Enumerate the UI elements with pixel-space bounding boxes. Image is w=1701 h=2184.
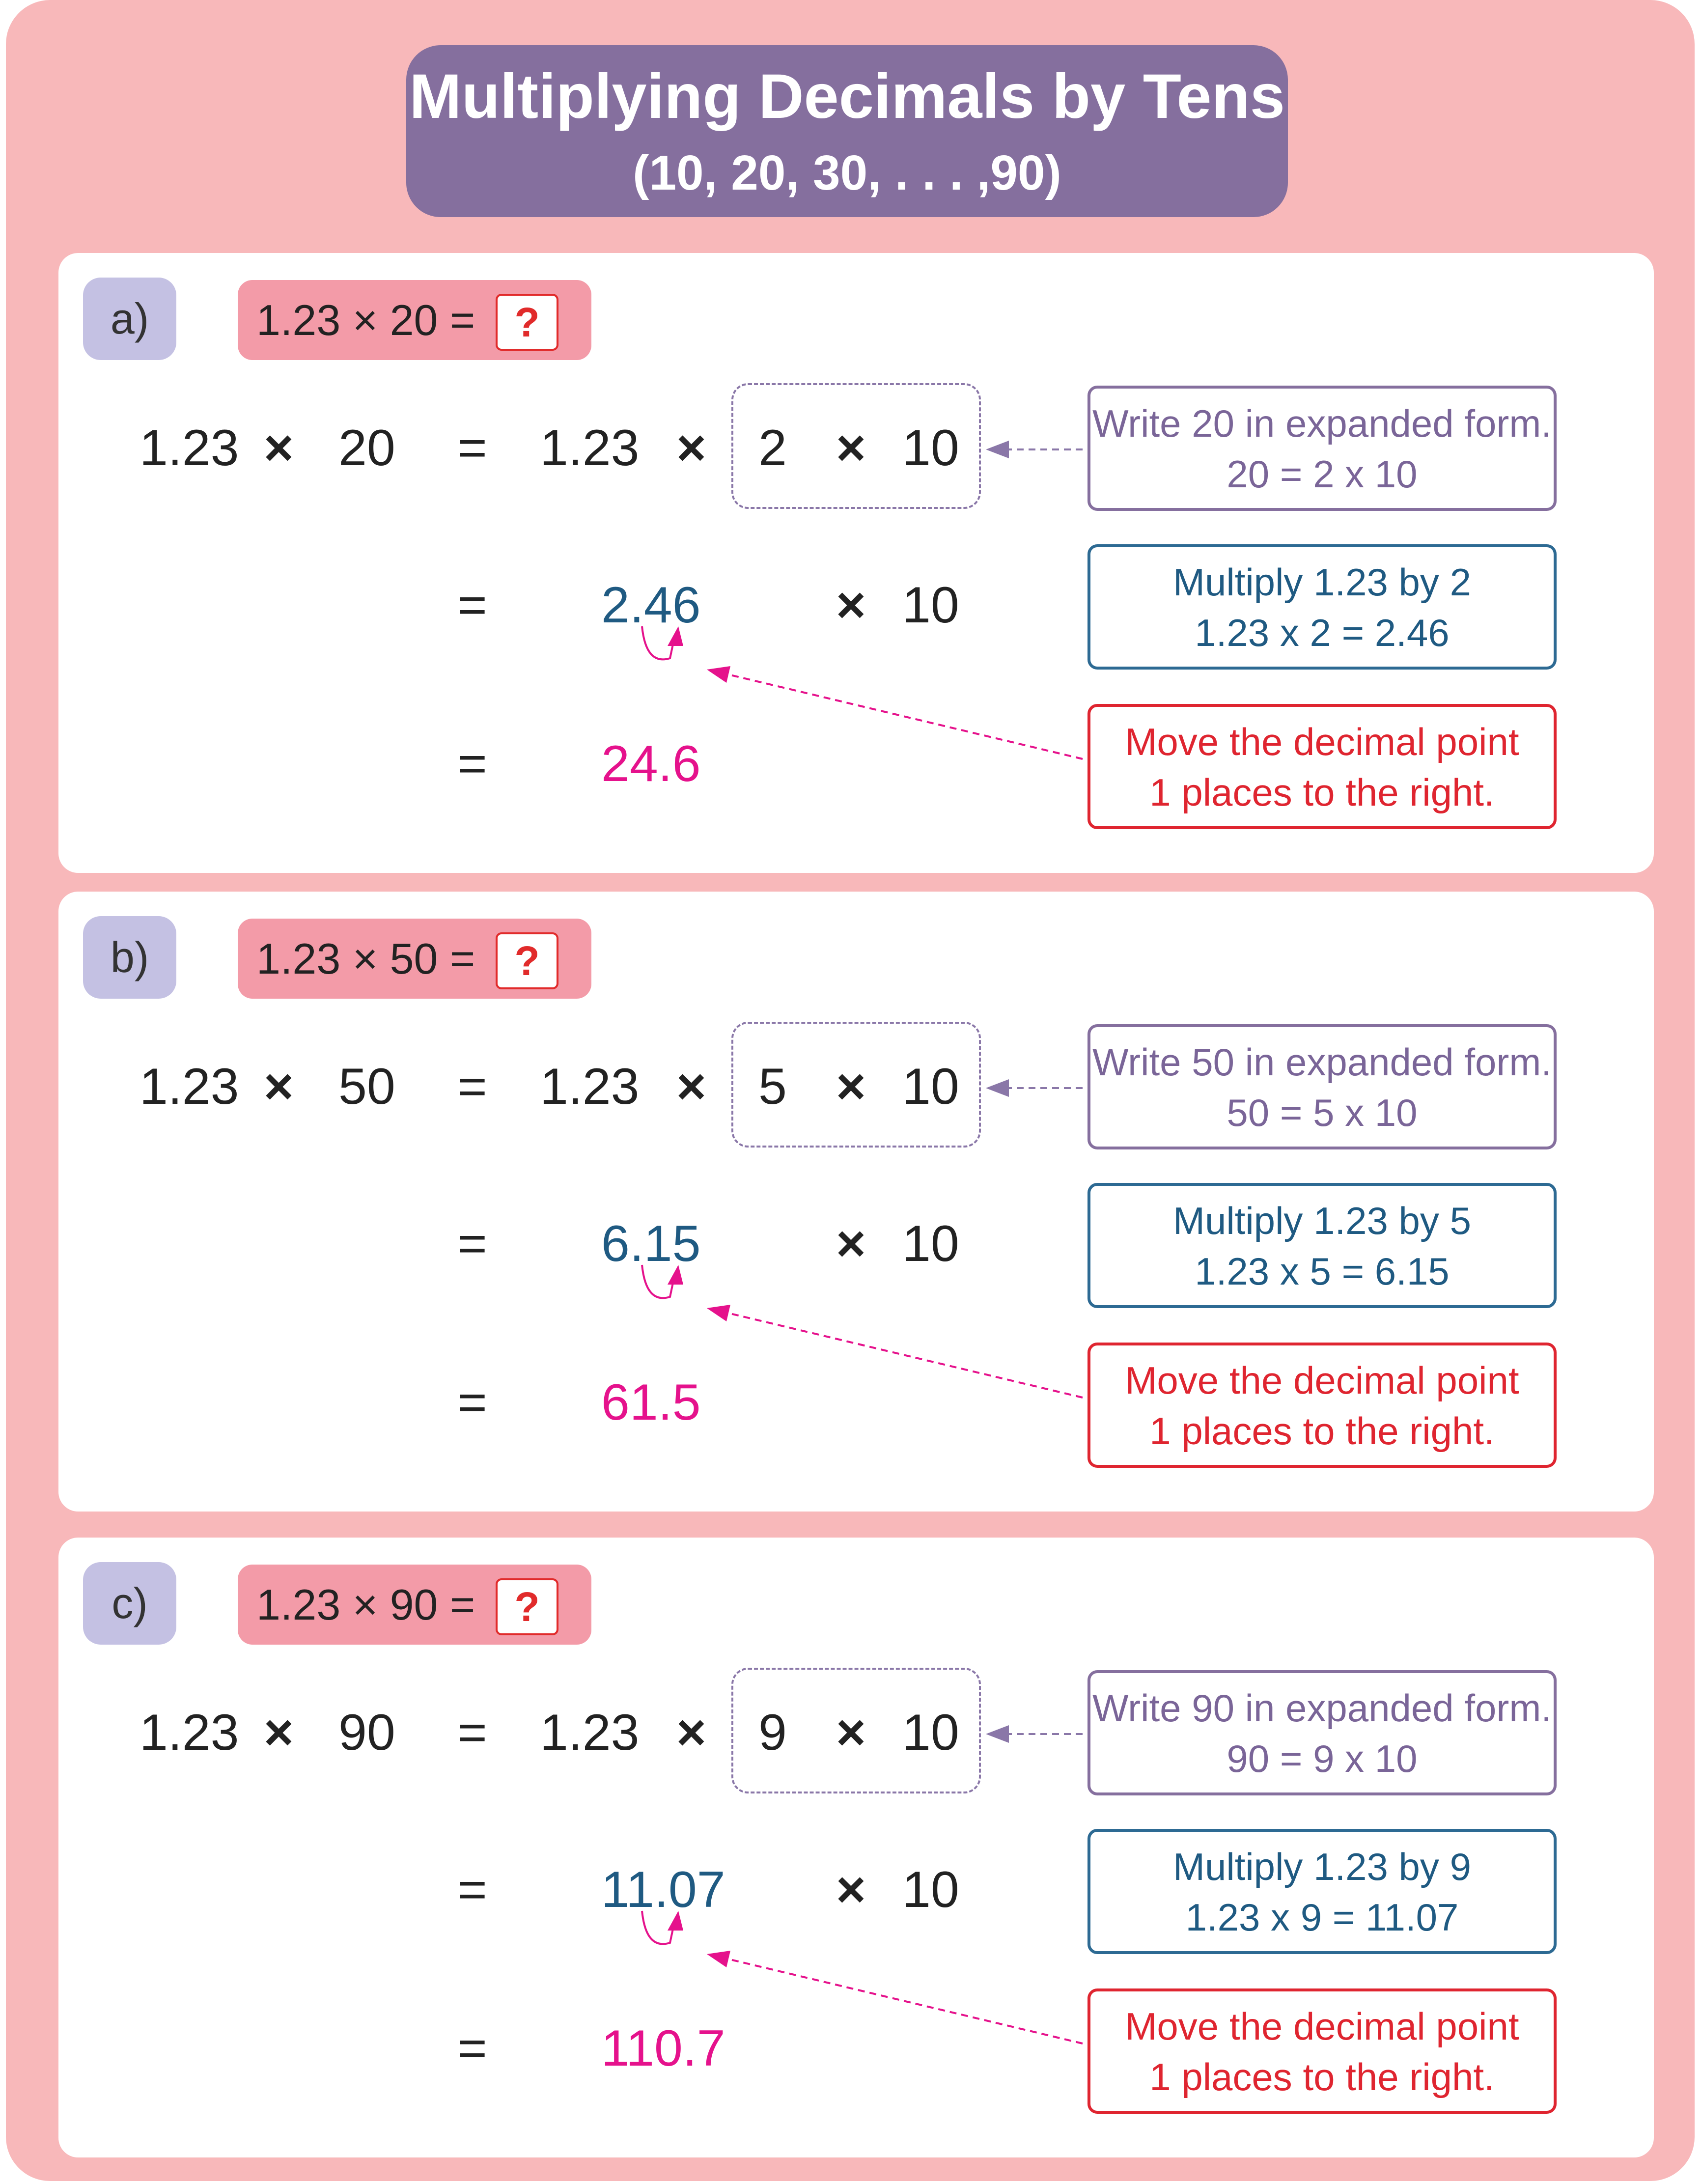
row1-equals: = (457, 1058, 487, 1115)
page-title: Multiplying Decimals by Tens (409, 61, 1285, 132)
hint-expanded-line2: 20 = 2 x 10 (1227, 452, 1418, 496)
row2-times: × (836, 1215, 866, 1272)
hint-expanded-line1: Write 20 in expanded form. (1092, 402, 1552, 445)
title-banner (406, 45, 1288, 217)
move-decimal-arrowhead (707, 1951, 730, 1967)
row2-equals: = (457, 1215, 487, 1272)
worksheet (6, 0, 1695, 2181)
hint-expanded-line1: Write 90 in expanded form. (1092, 1686, 1552, 1730)
row1-times-2: × (676, 1058, 706, 1115)
row2-equals: = (457, 577, 487, 634)
hint-multiply-line2: 1.23 x 9 = 11.07 (1185, 1895, 1459, 1939)
hint-multiply-line1: Multiply 1.23 by 2 (1173, 560, 1471, 604)
row1-decimal: 1.23 (139, 1704, 239, 1761)
example-panel-a (58, 253, 1654, 873)
row1-times: × (264, 1058, 294, 1115)
example-panel-b (58, 892, 1654, 1512)
row2-equals: = (457, 1861, 487, 1918)
decimal-shift-arrowhead (668, 1911, 683, 1931)
hint-multiply-line1: Multiply 1.23 by 9 (1173, 1845, 1471, 1888)
hint-multiply-line2: 1.23 x 2 = 2.46 (1195, 611, 1450, 654)
row1-times-3: × (836, 420, 866, 476)
row2-product: 2.46 (601, 577, 701, 634)
page-subtitle: (10, 20, 30, . . . ,90) (633, 145, 1061, 200)
row2-product: 11.07 (601, 1861, 725, 1918)
row1-times-3: × (836, 1058, 866, 1115)
question-text: 1.23 × 90 = (256, 1580, 475, 1629)
row1-times: × (264, 420, 294, 476)
expanded-form-arrowhead (986, 1079, 1009, 1097)
row1-times-2: × (676, 420, 706, 476)
row1-decimal-2: 1.23 (540, 1058, 640, 1115)
row1-times: × (264, 1704, 294, 1761)
row2-times: × (836, 1861, 866, 1918)
row2-ten: 10 (902, 1215, 959, 1272)
question-text: 1.23 × 20 = (256, 296, 475, 344)
row3-answer: 24.6 (601, 735, 701, 792)
question-mark-box: ? (496, 294, 558, 351)
arrows-overlay (58, 1538, 1654, 2157)
hint-expanded-line2: 90 = 9 x 10 (1227, 1736, 1418, 1780)
question-mark-box: ? (496, 1578, 558, 1635)
example-panel-c (58, 1538, 1654, 2157)
row3-equals: = (457, 1374, 487, 1431)
row1-digit: 9 (758, 1704, 787, 1761)
row3-equals: = (457, 2020, 487, 2077)
hint-multiply-line1: Multiply 1.23 by 5 (1173, 1199, 1471, 1242)
row1-ten: 10 (902, 420, 959, 476)
hint-move-line1: Move the decimal point (1125, 720, 1519, 763)
panel-label: b) (83, 916, 176, 999)
hint-move-line1: Move the decimal point (1125, 2005, 1519, 2048)
row3-equals: = (457, 735, 487, 792)
question-mark-box: ? (496, 932, 558, 989)
row1-times-2: × (676, 1704, 706, 1761)
expanded-form-arrowhead (986, 441, 1009, 458)
hint-multiply-line2: 1.23 x 5 = 6.15 (1195, 1249, 1450, 1293)
row1-tens: 20 (338, 420, 395, 476)
row1-decimal: 1.23 (139, 420, 239, 476)
row3-answer: 110.7 (601, 2020, 725, 2077)
row1-equals: = (457, 420, 487, 476)
row1-tens: 50 (338, 1058, 395, 1115)
move-decimal-arrowhead (707, 666, 730, 683)
row2-ten: 10 (902, 577, 959, 634)
row2-times: × (836, 577, 866, 634)
row2-product: 6.15 (601, 1215, 701, 1272)
row1-digit: 2 (758, 420, 787, 476)
row1-ten: 10 (902, 1058, 959, 1115)
decimal-shift-arrowhead (668, 626, 683, 646)
decimal-shift-arrowhead (668, 1265, 683, 1285)
hint-move-line1: Move the decimal point (1125, 1359, 1519, 1402)
row1-tens: 90 (338, 1704, 395, 1761)
row3-answer: 61.5 (601, 1374, 701, 1431)
hint-move-line2: 1 places to the right. (1149, 1409, 1495, 1453)
hint-expanded-line1: Write 50 in expanded form. (1092, 1040, 1552, 1084)
row1-ten: 10 (902, 1704, 959, 1761)
row2-ten: 10 (902, 1861, 959, 1918)
move-decimal-arrow (712, 671, 1083, 759)
row1-equals: = (457, 1704, 487, 1761)
panel-label: c) (83, 1562, 176, 1645)
arrows-overlay (58, 253, 1654, 873)
hint-move-line2: 1 places to the right. (1149, 770, 1495, 814)
row1-times-3: × (836, 1704, 866, 1761)
question-text: 1.23 × 50 = (256, 934, 475, 983)
arrows-overlay (58, 892, 1654, 1512)
row1-digit: 5 (758, 1058, 787, 1115)
move-decimal-arrow (712, 1309, 1083, 1398)
hint-move-line2: 1 places to the right. (1149, 2055, 1495, 2099)
hint-expanded-line2: 50 = 5 x 10 (1227, 1091, 1418, 1134)
move-decimal-arrow (712, 1955, 1083, 2044)
row1-decimal-2: 1.23 (540, 1704, 640, 1761)
row1-decimal-2: 1.23 (540, 420, 640, 476)
panel-label: a) (83, 278, 176, 360)
move-decimal-arrowhead (707, 1305, 730, 1321)
expanded-form-arrowhead (986, 1725, 1009, 1743)
row1-decimal: 1.23 (139, 1058, 239, 1115)
